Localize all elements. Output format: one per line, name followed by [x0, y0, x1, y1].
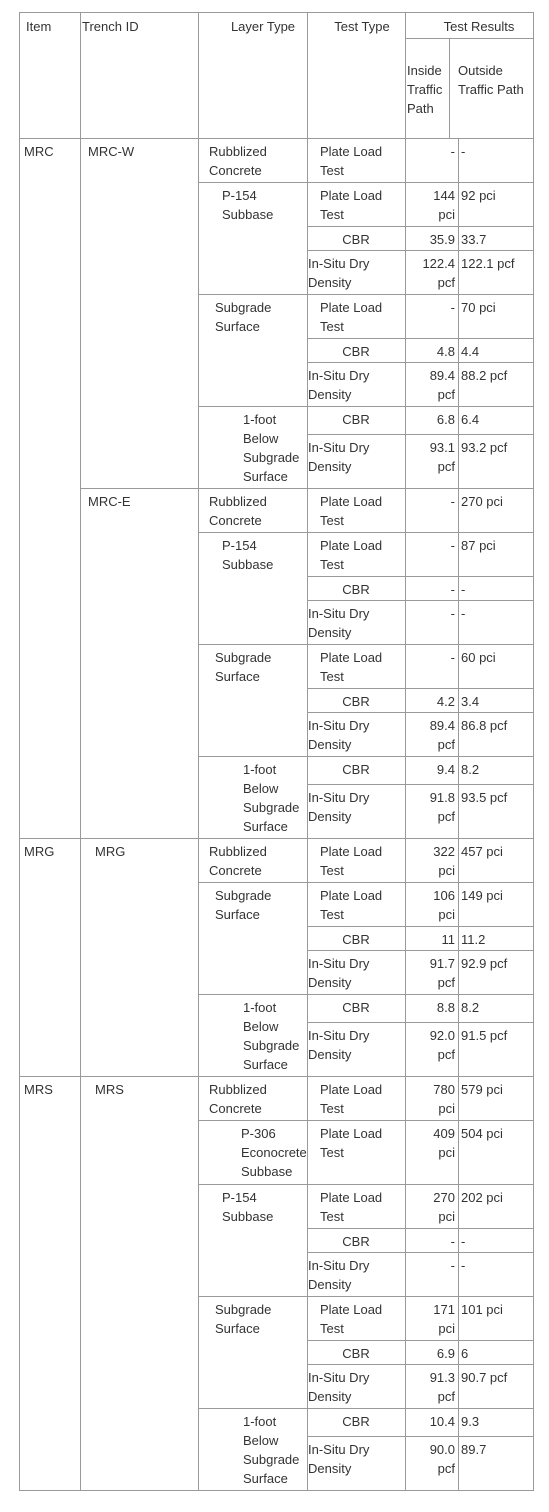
result-row-border: [307, 250, 533, 251]
layer-type: Rubblized Concrete: [209, 144, 267, 178]
header-trench-id: Trench ID: [82, 19, 139, 34]
result-divider: [458, 1228, 459, 1252]
result-divider: [458, 994, 459, 1022]
outside-traffic-result: -: [461, 582, 466, 597]
result-divider: [458, 294, 459, 338]
layer-type: Subgrade Surface: [215, 1302, 272, 1336]
inside-traffic-result: 144 pci: [433, 188, 455, 222]
test-type: CBR: [342, 344, 370, 359]
layer-type: 1-foot Below Subgrade Surface: [243, 412, 300, 484]
result-divider: [458, 950, 459, 994]
layer-type: Rubblized Concrete: [209, 844, 267, 878]
inside-traffic-result: 11: [441, 932, 455, 947]
test-type: In-Situ Dry Density: [308, 718, 370, 752]
inside-traffic-result: 171 pci: [433, 1302, 455, 1336]
outside-traffic-result: 4.4: [461, 344, 480, 359]
layer-type: 1-foot Below Subgrade Surface: [243, 1000, 300, 1072]
result-divider: [458, 532, 459, 576]
outside-traffic-result: 504 pci: [461, 1126, 503, 1141]
table-border-top: [19, 12, 534, 13]
layer-type: 1-foot Below Subgrade Surface: [243, 762, 300, 834]
result-divider: [458, 1340, 459, 1364]
test-type: In-Situ Dry Density: [308, 1442, 370, 1476]
outside-traffic-result: 579 pci: [461, 1082, 503, 1097]
test-type: CBR: [342, 412, 370, 427]
outside-traffic-result: 8.2: [461, 762, 480, 777]
result-divider: [458, 138, 459, 182]
table-border-left: [19, 12, 20, 1491]
inside-traffic-result: -: [450, 538, 455, 553]
result-divider: [458, 226, 459, 250]
layer-row-border: [198, 882, 533, 883]
result-divider: [458, 182, 459, 226]
result-row-border: [307, 950, 533, 951]
inside-traffic-result: 10.4: [429, 1414, 455, 1429]
inside-traffic-result: 35.9: [429, 232, 455, 247]
inside-traffic-result: -: [450, 582, 455, 597]
result-divider: [458, 576, 459, 600]
layer-row-border: [198, 406, 533, 407]
test-type: CBR: [342, 232, 370, 247]
layer-row-border: [198, 1408, 533, 1409]
result-divider: [458, 1408, 459, 1436]
outside-traffic-result: 70 pci: [461, 300, 496, 315]
layer-type: Subgrade Surface: [215, 888, 272, 922]
result-row-border: [307, 688, 533, 689]
outside-traffic-result: 87 pci: [461, 538, 496, 553]
test-type: CBR: [342, 1414, 370, 1429]
outside-traffic-result: 93.2 pcf: [461, 440, 508, 455]
inside-traffic-result: 270 pci: [433, 1190, 455, 1224]
result-divider: [458, 488, 459, 532]
outside-traffic-result: 92 pci: [461, 188, 496, 203]
result-divider: [458, 1436, 459, 1490]
test-type: In-Situ Dry Density: [308, 1028, 370, 1062]
test-type: In-Situ Dry Density: [308, 256, 370, 290]
test-type: CBR: [342, 582, 370, 597]
outside-traffic-result: 8.2: [461, 1000, 480, 1015]
inside-traffic-result: 8.8: [436, 1000, 455, 1015]
layer-row-border: [198, 532, 533, 533]
test-type: Plate Load Test: [320, 844, 383, 878]
layer-row-border: [198, 1296, 533, 1297]
result-row-border: [307, 1252, 533, 1253]
outside-traffic-result: 91.5 pcf: [461, 1028, 508, 1043]
result-divider: [458, 1296, 459, 1340]
outside-traffic-result: 86.8 pcf: [461, 718, 508, 733]
result-row-border: [307, 1228, 533, 1229]
outside-traffic-result: -: [461, 606, 466, 621]
header-test-type: Test Type: [334, 19, 390, 34]
layer-row-border: [198, 1120, 533, 1121]
body-divider-layer: [307, 138, 308, 1490]
outside-traffic-result: 11.2: [461, 932, 486, 947]
outside-traffic-result: 6: [461, 1346, 469, 1361]
table-border-bottom: [19, 1490, 534, 1491]
test-type: Plate Load Test: [320, 538, 383, 572]
outside-traffic-result: 122.1 pcf: [461, 256, 515, 271]
inside-traffic-result: -: [450, 1258, 455, 1273]
outside-traffic-result: 101 pci: [461, 1302, 503, 1317]
inside-traffic-result: 4.8: [436, 344, 455, 359]
test-type: Plate Load Test: [320, 494, 383, 528]
layer-row-border: [198, 182, 533, 183]
layer-type: P-306 Econocrete Subbase: [241, 1126, 307, 1179]
header-test-results: Test Results: [443, 19, 515, 34]
result-divider: [458, 756, 459, 784]
table-border-right: [533, 12, 534, 1491]
outside-traffic-result: 457 pci: [461, 844, 503, 859]
result-divider: [458, 600, 459, 644]
test-type: CBR: [342, 1000, 370, 1015]
test-type: In-Situ Dry Density: [308, 368, 370, 402]
trench-id: MRC-W: [88, 144, 135, 159]
result-divider: [458, 1364, 459, 1408]
result-divider: [458, 784, 459, 838]
result-divider: [458, 926, 459, 950]
outside-traffic-result: 60 pci: [461, 650, 496, 665]
inside-traffic-result: 91.3 pcf: [429, 1370, 455, 1404]
layer-row-border: [198, 1184, 533, 1185]
header-inside-traffic-path: Inside Traffic Path: [407, 63, 443, 116]
inside-traffic-result: 89.4 pcf: [429, 718, 455, 752]
outside-traffic-result: 202 pci: [461, 1190, 503, 1205]
trench-id: MRS: [95, 1082, 124, 1097]
inside-traffic-result: 9.4: [436, 762, 455, 777]
result-row-border: [307, 338, 533, 339]
outside-traffic-result: 90.7 pcf: [461, 1370, 508, 1385]
layer-row-border: [198, 756, 533, 757]
test-type: In-Situ Dry Density: [308, 790, 370, 824]
result-row-border: [307, 362, 533, 363]
header-bottom-border: [19, 138, 533, 139]
inside-traffic-result: 6.8: [436, 412, 455, 427]
result-row-border: [307, 1364, 533, 1365]
test-type: In-Situ Dry Density: [308, 440, 370, 474]
result-divider: [458, 838, 459, 882]
inside-traffic-result: 91.8 pcf: [429, 790, 455, 824]
test-type: Plate Load Test: [320, 1126, 383, 1160]
test-type: Plate Load Test: [320, 650, 383, 684]
inside-traffic-result: -: [450, 650, 455, 665]
result-divider: [458, 1252, 459, 1296]
test-type: Plate Load Test: [320, 1302, 383, 1336]
outside-traffic-result: 93.5 pcf: [461, 790, 508, 805]
layer-type: Subgrade Surface: [215, 650, 272, 684]
body-divider-test: [405, 138, 406, 1490]
body-divider-item: [80, 138, 81, 1490]
test-type: Plate Load Test: [320, 1190, 383, 1224]
test-type: Plate Load Test: [320, 188, 383, 222]
inside-traffic-result: 6.9: [436, 1346, 455, 1361]
inside-traffic-result: 89.4 pcf: [429, 368, 455, 402]
result-row-border: [307, 226, 533, 227]
result-row-border: [307, 712, 533, 713]
layer-type: Rubblized Concrete: [209, 1082, 267, 1116]
inside-traffic-result: 92.0 pcf: [429, 1028, 455, 1062]
test-type: CBR: [342, 1346, 370, 1361]
outside-traffic-result: 89.7: [461, 1442, 487, 1457]
test-type: Plate Load Test: [320, 300, 383, 334]
layer-row-border: [198, 644, 533, 645]
inside-traffic-result: 409 pci: [433, 1126, 455, 1160]
test-type: CBR: [342, 762, 370, 777]
inside-traffic-result: -: [450, 494, 455, 509]
inside-traffic-result: 122.4 pcf: [422, 256, 455, 290]
layer-type: P-154 Subbase: [222, 538, 274, 572]
test-type: CBR: [342, 932, 370, 947]
layer-type: 1-foot Below Subgrade Surface: [243, 1414, 300, 1486]
result-row-border: [307, 926, 533, 927]
test-type: Plate Load Test: [320, 144, 383, 178]
inside-traffic-result: -: [450, 144, 455, 159]
outside-traffic-result: 149 pci: [461, 888, 503, 903]
inside-traffic-result: 322 pci: [433, 844, 455, 878]
test-type: In-Situ Dry Density: [308, 606, 370, 640]
layer-type: P-154 Subbase: [222, 1190, 274, 1224]
header-outside-traffic-path: Outside Traffic Path: [458, 63, 524, 97]
result-divider: [458, 406, 459, 434]
test-type: CBR: [342, 1234, 370, 1249]
test-type: CBR: [342, 694, 370, 709]
header-item: Item: [26, 19, 52, 34]
inside-traffic-result: -: [450, 300, 455, 315]
test-type: Plate Load Test: [320, 1082, 383, 1116]
item-row-border: [19, 838, 533, 839]
outside-traffic-result: 270 pci: [461, 494, 503, 509]
header-layer-type: Layer Type: [230, 19, 296, 34]
result-divider: [458, 362, 459, 406]
inside-traffic-result: 4.2: [436, 694, 455, 709]
result-divider: [458, 882, 459, 926]
inside-traffic-result: -: [450, 1234, 455, 1249]
item-label: MRS: [24, 1082, 53, 1097]
result-row-border: [307, 784, 533, 785]
header-divider-results: [449, 38, 450, 138]
result-row-border: [307, 1436, 533, 1437]
result-row-border: [307, 1340, 533, 1341]
outside-traffic-result: -: [461, 1258, 466, 1273]
inside-traffic-result: 106 pci: [433, 888, 455, 922]
test-type: In-Situ Dry Density: [308, 956, 370, 990]
result-row-border: [307, 576, 533, 577]
header-divider-item: [80, 12, 81, 138]
trench-id: MRG: [95, 844, 126, 859]
result-divider: [458, 1120, 459, 1184]
result-divider: [458, 644, 459, 688]
outside-traffic-result: 9.3: [461, 1414, 480, 1429]
result-row-border: [307, 600, 533, 601]
layer-type: Rubblized Concrete: [209, 494, 267, 528]
inside-traffic-result: -: [450, 606, 455, 621]
result-divider: [458, 1184, 459, 1228]
outside-traffic-result: 88.2 pcf: [461, 368, 508, 383]
trench-id: MRC-E: [88, 494, 131, 509]
result-divider: [458, 338, 459, 362]
result-divider: [458, 250, 459, 294]
result-divider: [458, 1076, 459, 1120]
outside-traffic-result: 3.4: [461, 694, 480, 709]
test-type: In-Situ Dry Density: [308, 1370, 370, 1404]
test-type: In-Situ Dry Density: [308, 1258, 370, 1292]
outside-traffic-result: -: [461, 1234, 466, 1249]
body-divider-trench: [198, 138, 199, 1490]
result-divider: [458, 688, 459, 712]
outside-traffic-result: -: [461, 144, 466, 159]
item-label: MRC: [24, 144, 54, 159]
header-results-split: [405, 38, 533, 39]
inside-traffic-result: 780 pci: [433, 1082, 455, 1116]
inside-traffic-result: 91.7 pcf: [429, 956, 455, 990]
inside-traffic-result: 90.0 pcf: [429, 1442, 455, 1476]
result-row-border: [307, 1022, 533, 1023]
result-divider: [458, 712, 459, 756]
item-label: MRG: [24, 844, 55, 859]
layer-type: Subgrade Surface: [215, 300, 272, 334]
outside-traffic-result: 33.7: [461, 232, 487, 247]
result-divider: [458, 1022, 459, 1076]
inside-traffic-result: 93.1 pcf: [429, 440, 455, 474]
result-row-border: [307, 434, 533, 435]
result-divider: [458, 434, 459, 488]
test-type: Plate Load Test: [320, 888, 383, 922]
outside-traffic-result: 92.9 pcf: [461, 956, 508, 971]
outside-traffic-result: 6.4: [461, 412, 480, 427]
item-row-border: [19, 1076, 533, 1077]
layer-row-border: [198, 994, 533, 995]
layer-row-border: [198, 294, 533, 295]
layer-type: P-154 Subbase: [222, 188, 274, 222]
